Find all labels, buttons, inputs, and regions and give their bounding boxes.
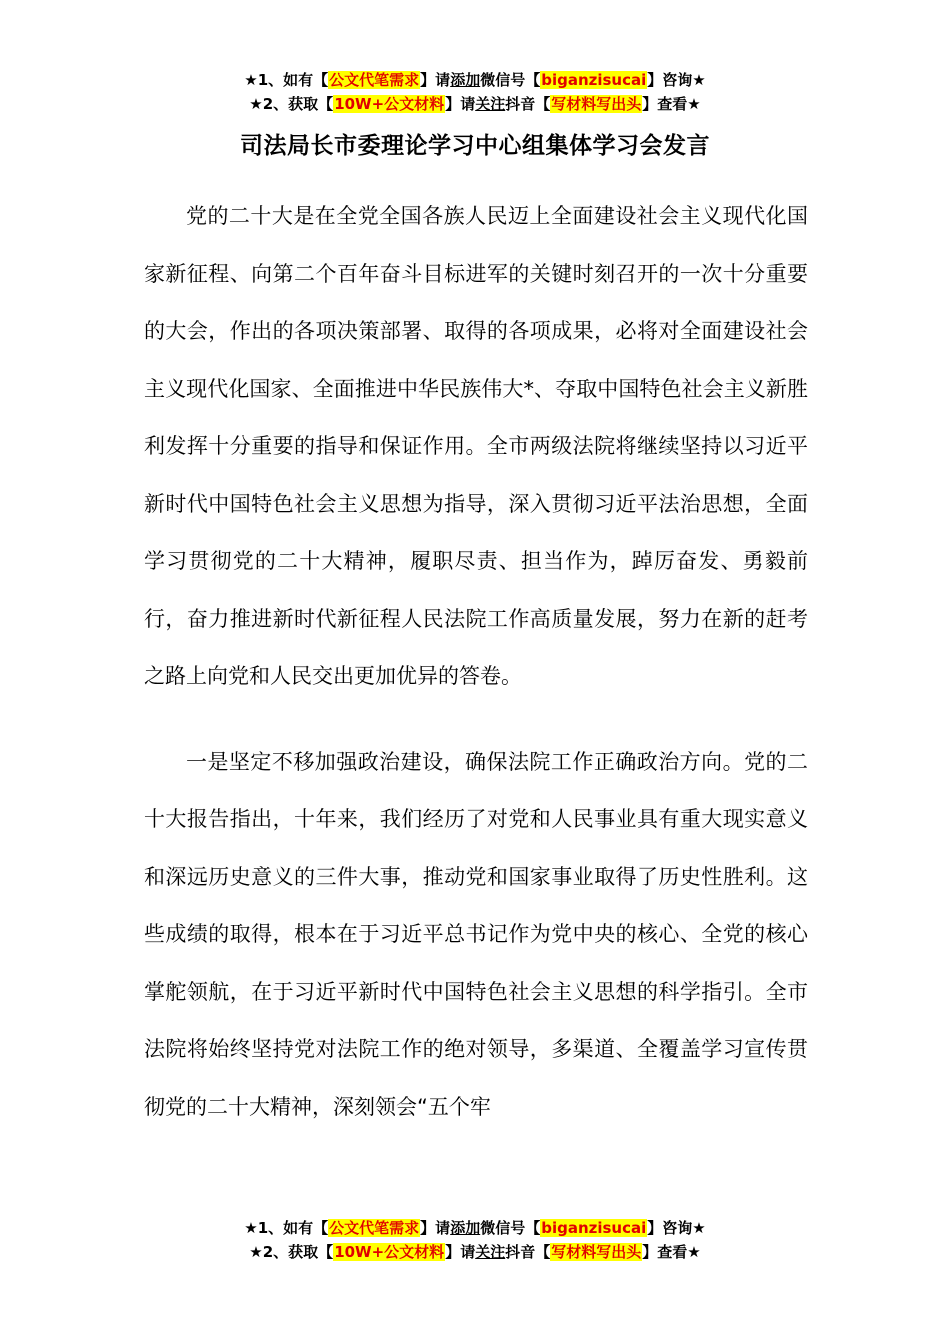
banner-line-2: ★2、获取【10W+公文材料】请关注抖音【写材料写出头】查看★ xyxy=(249,95,701,113)
header-banner xyxy=(0,68,950,116)
paragraph: 党的二十大是在全党全国各族人民迈上全面建设社会主义现代化国家新征程、向第二个百年奋斗目标进军的关键时刻召开的一次十分重要的大会，作出的各项决策部署、取得的各项成果，必将对全面建设社会主义现代化国家、全面推进中华民族伟大*、夺取中国特色社会主义新胜利发挥十分重要的指导和保证作用。全市两级法院将继续坚持以习近平新时代中国特色社会主义思想为指导，深入贯彻习近平法治思想，全面学习贯彻党的二十大精神，履职尽责、担当作为，踔厉奋发、勇毅前行，奋力推进新时代新征程人民法院工作高质量发展，努力在新的赶考之路上向党和人民交出更加优异的答卷。 xyxy=(144,204,808,688)
document-title: 司法局长市委理论学习中心组集体学习会发言 xyxy=(240,133,710,159)
paragraph: 一是坚定不移加强政治建设，确保法院工作正确政治方向。党的二十大报告指出，十年来，我们经历了对党和人民事业具有重大现实意义和深远历史意义的三件大事，推动党和国家事业取得了历史性胜利。这些成绩的取得，根本在于习近平总书记作为党中央的核心、全党的核心掌舵领航，在于习近平新时代中国特色社会主义思想的科学指引。全市法院将始终坚持党对法院工作的绝对领导，多渠道、全覆盖学习宣传贯彻党的二十大精神，深刻领会“五个牢 xyxy=(144,749,808,1119)
banner-line-1: ★1、如有【公文代笔需求】请添加微信号【biganzisucai】咨询★ xyxy=(244,1219,706,1237)
highlight-wechat-id: biganzisucai xyxy=(541,71,647,89)
highlight-materials: 10W+公文材料 xyxy=(334,95,445,113)
banner-line-2: ★2、获取【10W+公文材料】请关注抖音【写材料写出头】查看★ xyxy=(249,1243,701,1261)
banner-line-1: ★1、如有【公文代笔需求】请添加微信号【biganzisucai】咨询★ xyxy=(244,71,706,89)
footer-banner xyxy=(0,1216,950,1264)
highlight-douyin-account: 写材料写出头 xyxy=(551,95,642,113)
highlight-wechat-id: biganzisucai xyxy=(541,1219,647,1237)
highlight-materials: 10W+公文材料 xyxy=(334,1243,445,1261)
document-body xyxy=(144,188,808,1136)
highlight-douyin-account: 写材料写出头 xyxy=(551,1243,642,1261)
highlight-ghostwriting: 公文代笔需求 xyxy=(329,1219,420,1237)
highlight-ghostwriting: 公文代笔需求 xyxy=(329,71,420,89)
